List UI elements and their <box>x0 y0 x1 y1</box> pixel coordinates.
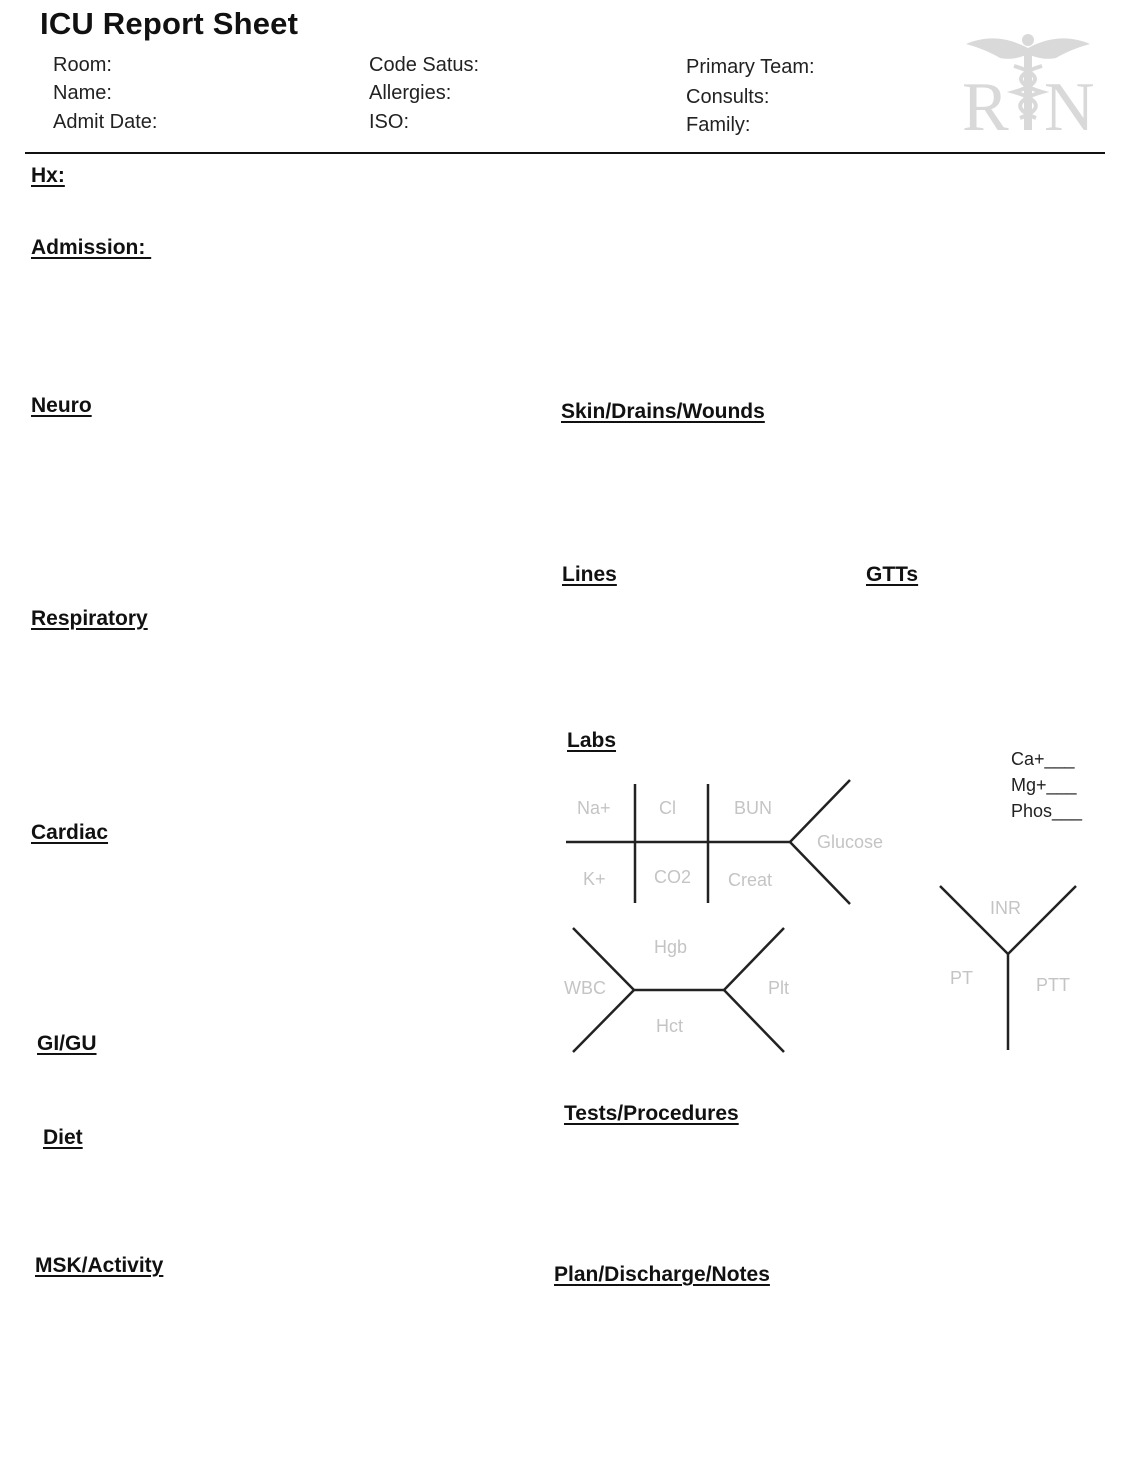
lab-pt-label: PT <box>950 968 974 988</box>
caduceus-icon <box>966 34 1090 130</box>
primary-team-label: Primary Team: <box>686 56 815 78</box>
room-label: Room: <box>53 54 112 76</box>
admit-date-label: Admit Date: <box>53 111 158 133</box>
lab-plt-label: Plt <box>768 978 790 998</box>
allergies-label: Allergies: <box>369 82 452 104</box>
lab-inr-label: INR <box>990 898 1021 918</box>
section-gi-gu: GI/GU <box>37 1032 97 1055</box>
lab-cl-label: Cl <box>659 798 676 818</box>
section-lines: Lines <box>562 563 617 586</box>
lab-bun-label: BUN <box>734 798 773 818</box>
family-label: Family: <box>686 114 751 136</box>
lab-wbc-label: WBC <box>564 978 606 998</box>
page-title: ICU Report Sheet <box>40 6 299 41</box>
section-tests-procedures: Tests/Procedures <box>564 1102 739 1125</box>
section-diet: Diet <box>43 1126 83 1149</box>
logo-letter-n: N <box>1044 69 1095 146</box>
section-cardiac: Cardiac <box>31 821 109 844</box>
lab-k-label: K+ <box>583 869 606 889</box>
lab-magnesium-blank: Mg+___ <box>1011 775 1077 795</box>
section-gtts: GTTs <box>866 563 919 586</box>
lab-calcium-blank: Ca+___ <box>1011 749 1075 769</box>
section-msk-activity: MSK/Activity <box>35 1254 164 1277</box>
lab-creat-label: Creat <box>728 870 773 890</box>
header-divider <box>25 152 1105 154</box>
section-hx: Hx: <box>31 164 65 187</box>
lab-glucose-label: Glucose <box>817 832 884 852</box>
section-plan-discharge-notes: Plan/Discharge/Notes <box>554 1263 770 1286</box>
section-admission: Admission: <box>31 236 152 259</box>
lab-ptt-label: PTT <box>1036 975 1070 995</box>
lab-hct-label: Hct <box>656 1016 683 1036</box>
section-respiratory: Respiratory <box>31 607 148 630</box>
section-labs: Labs <box>567 729 617 752</box>
section-neuro: Neuro <box>31 394 92 417</box>
name-label: Name: <box>53 82 112 104</box>
lab-na-label: Na+ <box>577 798 611 818</box>
code-status-label: Code Satus: <box>369 54 480 76</box>
lab-hgb-label: Hgb <box>654 937 688 957</box>
consults-label: Consults: <box>686 86 770 108</box>
lab-phosphorus-blank: Phos___ <box>1011 801 1083 821</box>
section-skin-drains-wounds: Skin/Drains/Wounds <box>561 400 765 423</box>
logo-letter-r: R <box>962 69 1009 146</box>
lab-co2-label: CO2 <box>654 867 692 887</box>
iso-label: ISO: <box>369 111 410 133</box>
